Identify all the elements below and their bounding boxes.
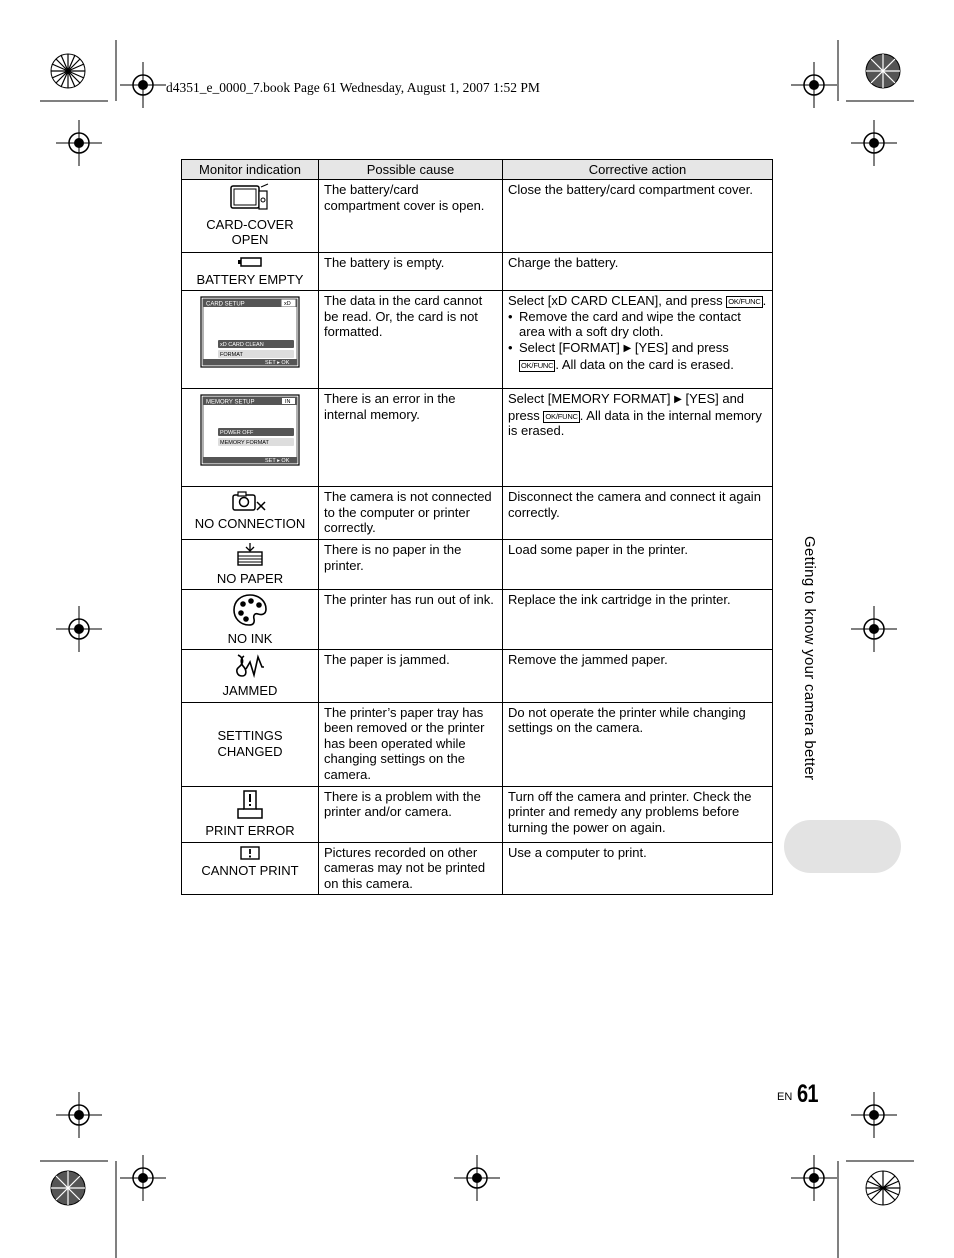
page-number [777,1080,823,1109]
possible-cause-cell: The battery is empty. [319,253,503,291]
chapter-tab [784,820,901,873]
indication-label: CARD-COVER OPEN [206,216,294,248]
corrective-action-cell: Charge the battery. [503,253,773,291]
action-text: Select [xD CARD CLEAN], and press [508,293,723,309]
screen-title: CARD SETUP [206,301,245,308]
action-text: [YES] and press [508,391,745,423]
monitor-indication-cell [182,291,319,389]
action-text: Select [MEMORY FORMAT] [508,391,671,407]
action-text: . All data in the internal memory is erased. [508,407,762,439]
column-header-possible-cause: Possible cause [319,160,503,180]
right-arrow-icon: ▶ [674,394,682,406]
card-cover-icon [228,183,272,217]
corrective-action-cell: Close the battery/card compartment cover. [503,180,773,253]
battery-empty-icon [237,256,263,272]
page-number-value: 61 [796,1080,818,1108]
print-error-icon [235,790,265,824]
crosshair-mark [851,1092,897,1138]
crosshair-mark [791,62,837,108]
possible-cause-cell: The paper is jammed. [319,650,503,702]
monitor-indication-cell [182,786,319,842]
table-row [182,539,773,589]
monitor-indication-cell [182,487,319,540]
no-connection-icon [230,490,270,516]
language-label: EN [777,1091,793,1103]
monitor-indication-cell [182,842,319,895]
monitor-indication-cell [182,180,319,253]
possible-cause-cell: The printer’s paper tray has been removed or the printer has been operated while changing settings on the camera. [319,702,503,786]
table-row [182,842,773,895]
jammed-icon [234,653,266,683]
possible-cause-cell: The printer has run out of ink. [319,590,503,650]
screen-badge: IN [285,399,291,406]
monitor-indication-cell [182,389,319,487]
indication-label: NO INK [227,630,273,646]
indication-label: CANNOT PRINT [201,863,299,879]
registration-mark-bottom-right [836,1138,916,1258]
action-text: . [762,293,767,309]
error-message-table [181,159,773,895]
monitor-indication-cell [182,539,319,589]
crosshair-mark [56,1092,102,1138]
corrective-action-cell: Turn off the camera and printer. Check the printer and remedy any problems before turning the power on again. [503,786,773,842]
print-header: d4351_e_0000_7.book Page 61 Wednesday, August 1, 2007 1:52 PM [166,80,540,95]
screen-footer: SET ▸ OK [265,360,290,367]
indication-label: BATTERY EMPTY [196,271,304,287]
indication-label: NO CONNECTION [194,515,306,531]
table-row [182,590,773,650]
crosshair-mark [851,120,897,166]
possible-cause-cell: The camera is not connected to the computer or printer correctly. [319,487,503,540]
screen-item: MEMORY FORMAT [220,440,269,447]
possible-cause-cell: The battery/card compartment cover is open. [319,180,503,253]
possible-cause-cell: Pictures recorded on other cameras may not be printed on this camera. [319,842,503,895]
possible-cause-cell: There is an error in the internal memory. [319,389,503,487]
table-row [182,650,773,702]
monitor-indication-cell [182,590,319,650]
crosshair-mark [56,606,102,652]
column-header-monitor-indication: Monitor indication [182,160,319,180]
screen-item: POWER OFF [220,430,254,437]
action-bullet-list [508,309,767,372]
possible-cause-cell: The data in the card cannot be read. Or, the card is not formatted. [319,291,503,389]
card-setup-screen-icon [200,294,300,372]
crosshair-mark [851,606,897,652]
crosshair-mark [120,1155,166,1201]
corrective-action-cell [503,389,773,487]
action-bullet: • Remove the card and wipe the contact area with a soft dry cloth. [519,309,767,340]
corrective-action-cell: Do not operate the printer while changing settings on the camera. [503,702,773,786]
no-ink-icon [232,593,268,631]
screen-title: MEMORY SETUP [206,399,255,406]
chapter-side-title: Getting to know your camera better [801,536,818,781]
monitor-indication-cell [182,650,319,702]
indication-label: PRINT ERROR [205,823,295,839]
ok-func-button-icon: OK/FUNC [521,360,554,370]
memory-setup-screen-icon [200,392,300,470]
corrective-action-cell: Replace the ink cartridge in the printer. [503,590,773,650]
cannot-print-icon [239,846,261,864]
monitor-indication-cell [182,253,319,291]
indication-label: NO PAPER [216,570,284,586]
monitor-indication-cell [182,702,319,786]
crosshair-mark [56,120,102,166]
table-row [182,487,773,540]
screen-item: FORMAT [220,352,243,359]
table-row [182,180,773,253]
indication-label: JAMMED [222,682,278,698]
table-row [182,702,773,786]
screen-badge: xD [284,301,291,308]
table-row [182,253,773,291]
crosshair-mark [120,62,166,108]
column-header-corrective-action: Corrective action [503,160,773,180]
table-header-row [182,160,773,180]
screen-item: xD CARD CLEAN [220,342,264,349]
table-row [182,786,773,842]
corrective-action-cell: Remove the jammed paper. [503,650,773,702]
ok-func-button-icon: OK/FUNC [728,297,761,307]
crosshair-mark [791,1155,837,1201]
corrective-action-cell: Load some paper in the printer. [503,539,773,589]
ok-func-button-icon: OK/FUNC [545,411,578,421]
right-arrow-icon: ▶ [623,342,632,354]
indication-label: SETTINGS CHANGED [217,728,283,760]
possible-cause-cell: There is a problem with the printer and/or camera. [319,786,503,842]
corrective-action-cell [503,291,773,389]
action-bullet: • Select [FORMAT] ▶ [YES] and press OK/FUNC . All data on the card is erased. [519,340,767,372]
no-paper-icon [235,543,265,571]
crosshair-mark [454,1155,500,1201]
possible-cause-cell: There is no paper in the printer. [319,539,503,589]
corrective-action-cell: Disconnect the camera and connect it again correctly. [503,487,773,540]
table-row [182,389,773,487]
screen-footer: SET ▸ OK [265,458,290,465]
table-row [182,291,773,389]
corrective-action-cell: Use a computer to print. [503,842,773,895]
registration-mark-bottom-left [38,1138,128,1258]
